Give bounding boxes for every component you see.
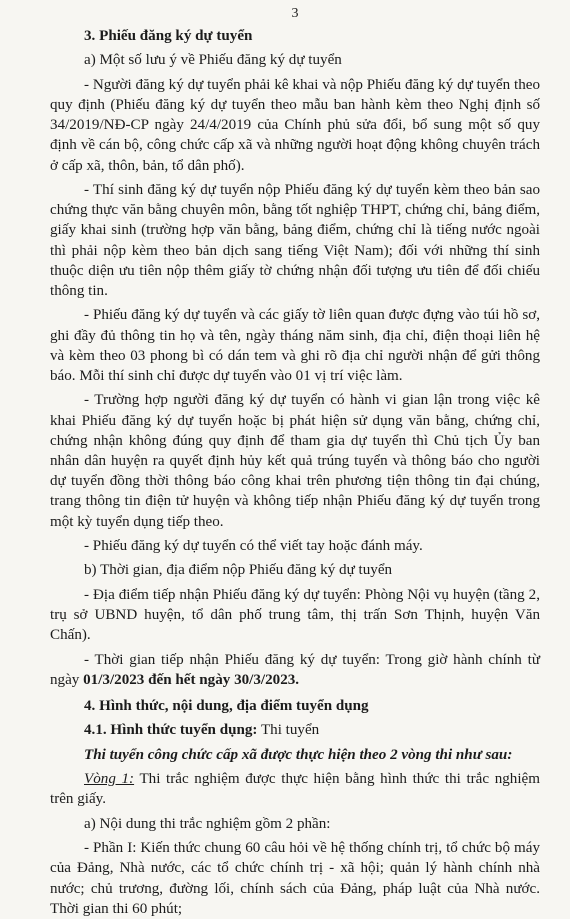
application-period: 01/3/2023 đến hết ngày 30/3/2023. [83, 671, 300, 688]
round-1-text: Thi trắc nghiệm được thực hiện bằng hình thức thi trắc nghiệm trên giấy. [50, 771, 540, 808]
section-3-heading: 3. Phiếu đăng ký dự tuyển [84, 28, 253, 44]
section-4a-subheading: a) Nội dung thi trắc nghiệm gồm 2 phần: [84, 815, 331, 832]
section-4-1-line [50, 720, 540, 740]
paragraph: - Người đăng ký dự tuyển phải kê khai và nộp Phiếu đăng ký dự tuyển theo quy định (Phiếu đăng ký dự tuyển theo mẫu ban hành kèm theo Nghị định số 34/2019/NĐ-CP ngày 24/4/2019 của Chính phủ sửa đổi, bổ sung một số quy định về cán bộ, công chức cấp xã và những người hoạt động không chuyên trách ở cấp xã, thôn, bản, tổ dân phố). [50, 76, 540, 174]
section-3b-subheading: b) Thời gian, địa điểm nộp Phiếu đăng ký dự tuyển [84, 562, 393, 579]
document-body [50, 26, 540, 919]
paragraph: - Phiếu đăng ký dự tuyển và các giấy tờ liên quan được đựng vào túi hồ sơ, ghi đầy đủ thông tin họ và tên, ngày tháng năm sinh, địa chỉ, điện thoại liên hệ và kèm theo 03 phong bì có dán tem và ghi rõ địa chỉ người nhận để gửi thông báo. Mỗi thí sinh chỉ được dự tuyển vào 01 vị trí việc làm. [50, 307, 540, 384]
paragraph-text: - Thời gian tiếp nhận Phiếu đăng ký dự tuyển: Trong giờ hành chính từ ngày [50, 651, 540, 688]
section-4-1-value: Thi tuyển [257, 722, 320, 739]
paragraph: - Trường hợp người đăng ký dự tuyển có hành vi gian lận trong việc kê khai Phiếu đăng ký dự tuyển hoặc bị phát hiện sử dụng văn bằng, chứng chỉ, chứng nhận không đúng quy định để tham gia dự tuyển thì Chủ tịch Ủy ban nhân dân huyện ra quyết định hủy kết quả trúng tuyển và thông báo cho người dự tuyển đồng thời thông báo công khai trên phương tiện thông tin đại chúng, trang thông tin điện tử huyện và không tiếp nhận Phiếu đăng ký dự tuyển trong một kỳ tuyển dụng tiếp theo. [50, 392, 540, 530]
section-3a-subheading: a) Một số lưu ý về Phiếu đăng ký dự tuyển [84, 52, 342, 69]
section-4-heading: 4. Hình thức, nội dung, địa điểm tuyển dụng [84, 697, 369, 714]
page-number: 3 [291, 6, 299, 21]
section-4-1-label: 4.1. Hình thức tuyển dụng: [84, 722, 258, 739]
paragraph: - Thí sinh đăng ký dự tuyển nộp Phiếu đăng ký dự tuyển kèm theo bản sao chứng thực văn bằng chuyên môn, bằng tốt nghiệp THPT, chứng chỉ, bảng điểm, giấy khai sinh (trường hợp văn bằng, bảng điểm, chứng chỉ là tiếng nước ngoài thì phải nộp kèm theo bản dịch sang tiếng Việt Nam); đối với những thí sinh thuộc diện ưu tiên nộp thêm giấy tờ chứng nhận đối tượng ưu tiên để đối chiếu thông tin. [50, 181, 540, 299]
round-1-label: Vòng 1: [84, 771, 135, 788]
round-1-line [50, 769, 540, 809]
exam-intro: Thi tuyển công chức cấp xã được thực hiện theo 2 vòng thi như sau: [84, 746, 513, 763]
paragraph: - Phiếu đăng ký dự tuyển có thể viết tay hoặc đánh máy. [84, 538, 423, 554]
paragraph [50, 650, 540, 690]
paragraph: - Phần I: Kiến thức chung 60 câu hỏi về hệ thống chính trị, tổ chức bộ máy của Đảng, Nhà nước, các tổ chức chính trị - xã hội; quản lý hành chính nhà nước; chủ trương, đường lối, chính sách của Đảng, pháp luật của Nhà nước. Thời gian thi 60 phút; [50, 840, 540, 917]
paragraph: - Địa điểm tiếp nhận Phiếu đăng ký dự tuyển: Phòng Nội vụ huyện (tầng 2, trụ sở UBND huyện, tổ dân phố trung tâm, thị trấn Sơn Thịnh, huyện Văn Chấn). [50, 586, 540, 644]
